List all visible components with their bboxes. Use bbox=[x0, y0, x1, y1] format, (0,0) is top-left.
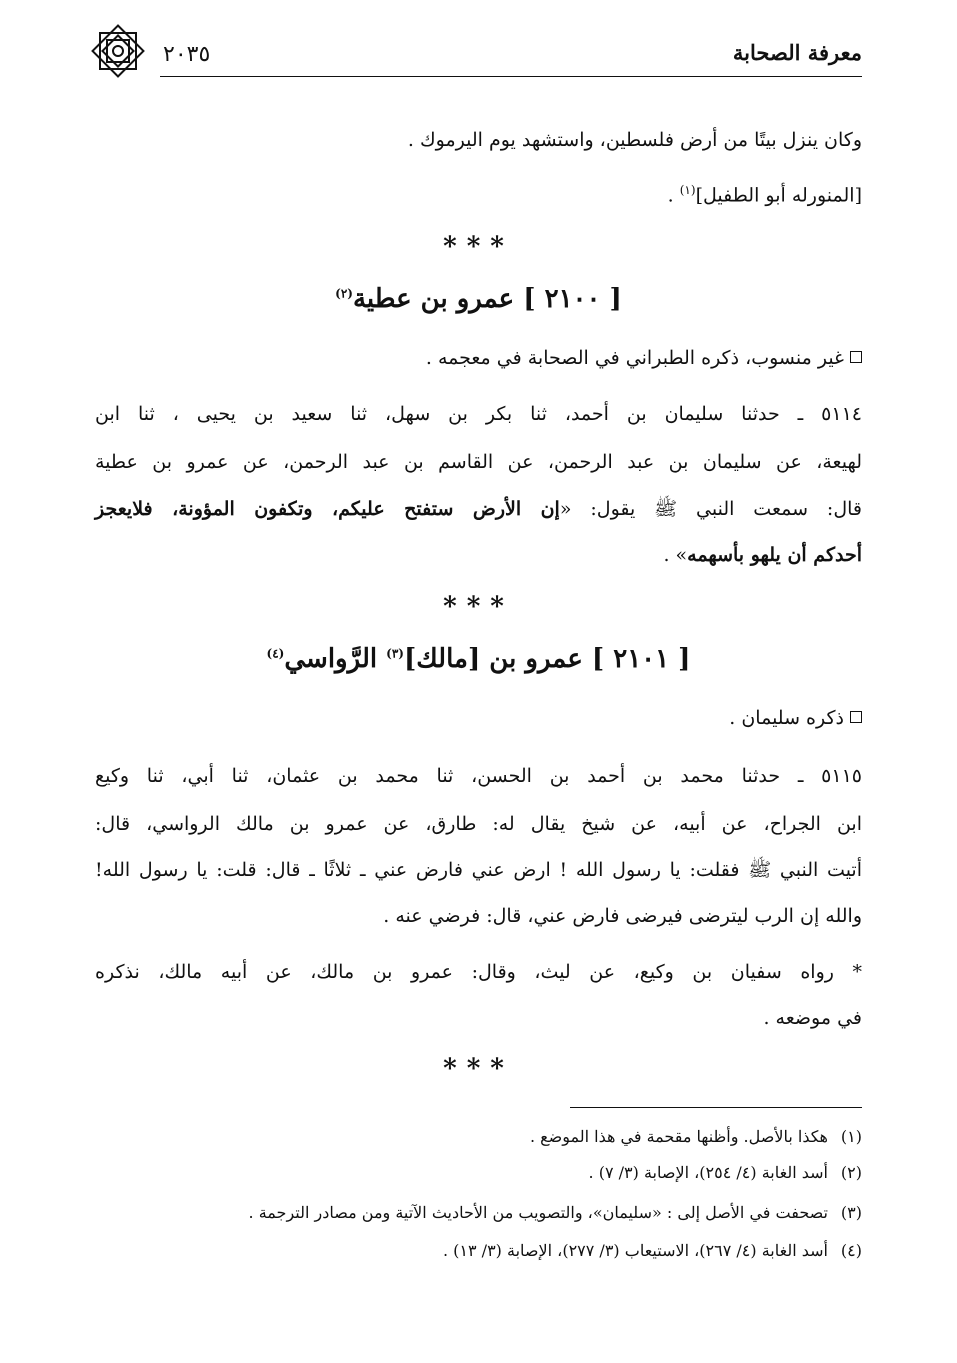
punctuation: . bbox=[667, 184, 680, 207]
footnote-ref: (١) bbox=[679, 183, 696, 197]
page-header bbox=[95, 40, 862, 80]
entry-intro bbox=[95, 344, 862, 372]
footnote-number: (٤) bbox=[840, 1241, 862, 1260]
footnote-text: تصحفت في الأصل إلى : «سليمان»، والتصويب من الأحاديث الآتية ومن مصادر الترجمة . bbox=[248, 1203, 828, 1222]
section-separator: *** bbox=[443, 592, 514, 622]
header-rule bbox=[160, 76, 862, 77]
footnote-ref: (٢) bbox=[335, 286, 353, 301]
hadith-line: أتيت النبي ﷺ فقلت: يا رسول الله ! ارض عني فارض عني ـ ثلاثًا ـ قال: قلت: يا رسول الله! bbox=[95, 859, 862, 881]
section-separator: *** bbox=[443, 232, 514, 262]
riwaya-line: * رواه سفيان بن وكيع، عن ليث، وقال: عمرو بن مالك، عن أبيه مالك، نذكره bbox=[95, 961, 862, 983]
footnote-text: هكذا بالأصل. وأظنها مقحمة في هذا الموضع . bbox=[529, 1127, 828, 1146]
footnote-text: أسد الغابة (٤/ ٢٦٧)، الاستيعاب (٣/ ٢٧٧)، الإصابة (٣/ ١٣) . bbox=[442, 1241, 828, 1260]
footnote bbox=[95, 1202, 862, 1224]
hadith-line: ٥١١٤ ـ حدثنا سليمان بن أحمد، ثنا بكر بن سهل، ثنا سعيد بن يحيى ، ثنا ابن bbox=[95, 403, 862, 425]
footnote bbox=[95, 1126, 862, 1148]
footnote bbox=[95, 1162, 862, 1184]
paragraph-line bbox=[95, 176, 862, 209]
hadith-line: ابن الجراح، عن أبيه، عن شيخ يقال له: طارق، عن عمرو بن مالك الرواسي، قال: bbox=[95, 813, 862, 835]
hadith-line: لهيعة، عن سليمان بن عبد الرحمن، عن القاسم بن عبد الرحمن، عن عمرو بن عطية bbox=[95, 451, 862, 473]
hadith-line bbox=[95, 541, 862, 569]
entry-intro-text: غير منسوب، ذكره الطبراني في الصحابة في معجمه . bbox=[425, 347, 844, 369]
hadith-matn: أحدكم أن يلهو بأسهمه bbox=[687, 544, 862, 566]
riwaya-line: في موضعه . bbox=[763, 1007, 862, 1029]
hadith-line: والله إن الرب ليترضى فيرضى فارض عني، قال: فرضي عنه . bbox=[383, 905, 862, 927]
footnote-number: (١) bbox=[840, 1127, 862, 1146]
square-bullet-icon bbox=[850, 711, 862, 723]
entry-heading bbox=[0, 284, 957, 314]
footnote-rule bbox=[570, 1107, 862, 1108]
entry-heading bbox=[0, 644, 957, 674]
paragraph-line: وكان ينزل بيتًا من أرض فلسطين، واستشهد يوم اليرموك . bbox=[407, 129, 862, 151]
punctuation: » . bbox=[663, 544, 688, 566]
footnote-number: (٣) bbox=[840, 1203, 862, 1222]
footnote bbox=[95, 1240, 862, 1262]
entry-title: [ ٢١٠٠ ] عمرو بن عطية bbox=[352, 284, 622, 314]
bracketed-text: [المنورله أبو الطفيل] bbox=[695, 184, 862, 207]
footnote-number: (٢) bbox=[840, 1163, 862, 1182]
hadith-line bbox=[95, 495, 862, 523]
footnote-ref: (٤) bbox=[266, 646, 285, 661]
footnote-ref: (٣) bbox=[386, 646, 404, 661]
entry-title: [ ٢١٠١ ] عمرو بن [مالك] bbox=[403, 644, 691, 674]
entry-title-nisba: الرَّواسي bbox=[284, 644, 387, 674]
section-separator: *** bbox=[443, 1054, 514, 1084]
footnote-text: أسد الغابة (٤/ ٢٥٤)، الإصابة (٣/ ٧) . bbox=[588, 1163, 828, 1182]
entry-intro bbox=[95, 704, 862, 732]
hadith-line: ٥١١٥ ـ حدثنا محمد بن أحمد بن الحسن، ثنا محمد بن عثمان، ثنا أبي، ثنا وكيع bbox=[95, 765, 862, 787]
hadith-matn: إن الأرض ستفتح عليكم، وتكفون المؤونة، فلايعجز bbox=[95, 498, 560, 520]
page-number: ٢٠٣٥ bbox=[163, 42, 211, 67]
star-rosette-icon bbox=[87, 20, 149, 82]
entry-intro-text: ذكره سليمان . bbox=[729, 707, 844, 729]
running-title: معرفة الصحابة bbox=[732, 40, 862, 65]
square-bullet-icon bbox=[850, 351, 862, 363]
hadith-isnad: قال: سمعت النبي ﷺ يقول: « bbox=[559, 498, 863, 520]
